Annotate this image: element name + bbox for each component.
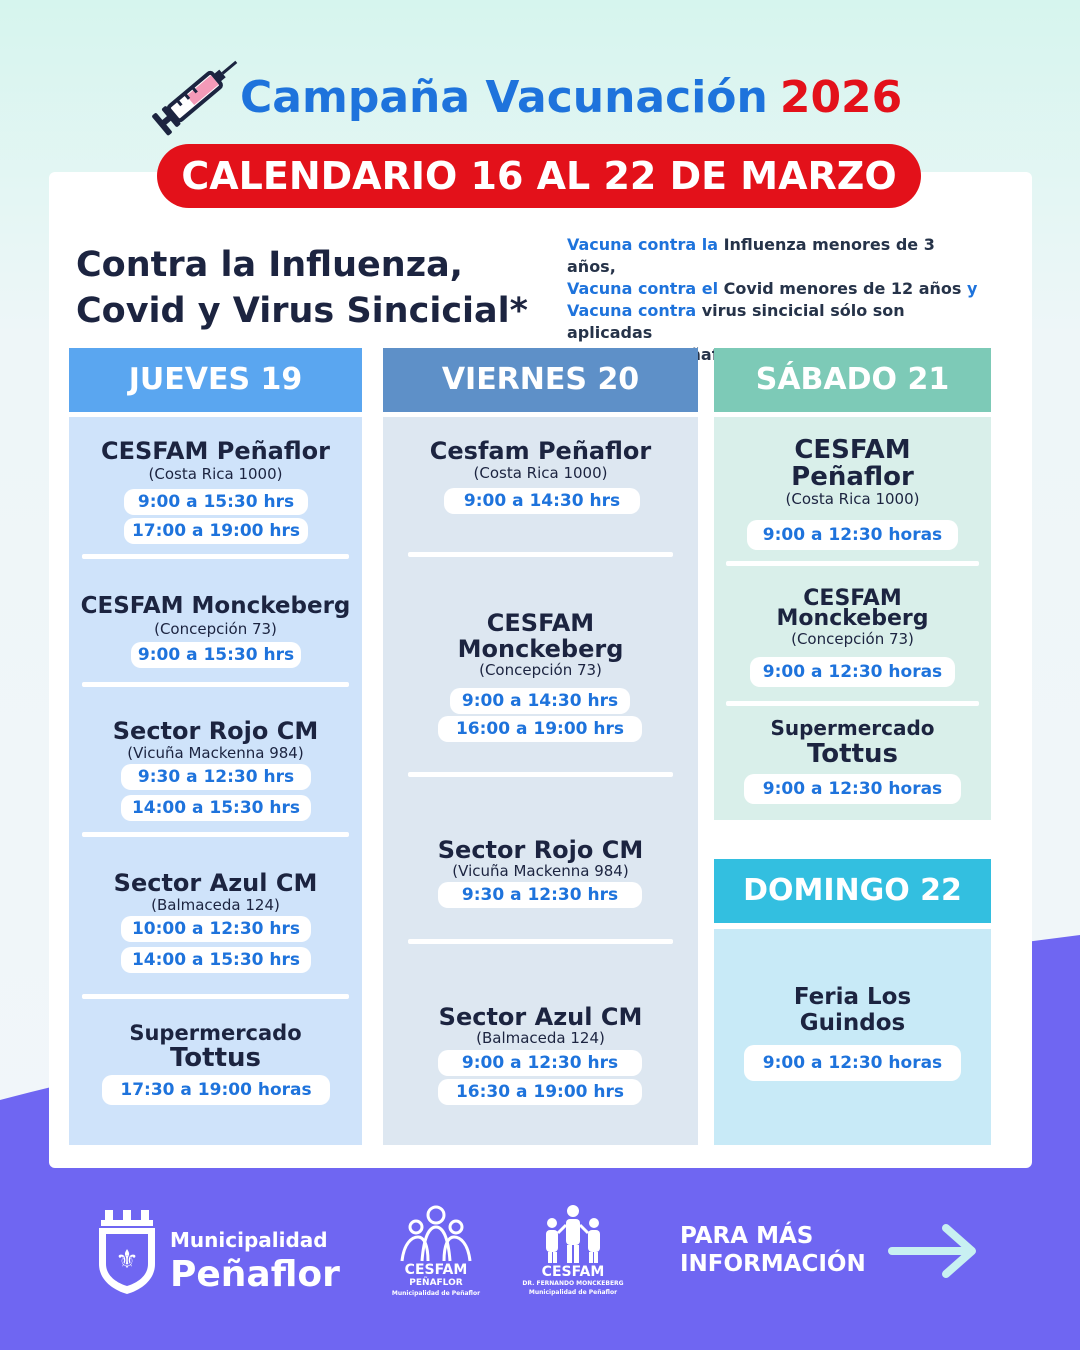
venue-address: (Balmaceda 124) bbox=[151, 896, 280, 914]
venue-name: Supermercado bbox=[129, 1021, 302, 1045]
venue-name: Tottus bbox=[807, 739, 898, 769]
venue-name: Monckeberg bbox=[776, 606, 929, 631]
time-slot: 17:00 a 19:00 hrs bbox=[124, 518, 308, 544]
day-header-domingo: DOMINGO 22 bbox=[714, 859, 991, 923]
venue-name: CESFAM bbox=[794, 435, 911, 465]
venue-name: Sector Rojo CM bbox=[112, 717, 319, 745]
day-header-viernes: VIERNES 20 bbox=[383, 348, 698, 412]
time-slot: 14:00 a 15:30 hrs bbox=[121, 947, 311, 973]
cesfam-monckeberg-logo bbox=[540, 1203, 606, 1265]
venue-name: Sector Rojo CM bbox=[437, 836, 644, 864]
vaccine-note: Vacuna contra la Influenza menores de 3 años, Vacuna contra el Covid menores de 12 años y Vacuna contra virus sincicial sólo son aplicadas Peñaflor bbox=[567, 235, 978, 364]
time-slot: 9:00 a 12:30 horas bbox=[744, 774, 961, 804]
municipal-crest-logo bbox=[97, 1210, 157, 1294]
time-slot: 9:00 a 12:30 hrs bbox=[438, 1050, 642, 1076]
day-body-domingo bbox=[714, 929, 991, 1145]
divider bbox=[82, 832, 349, 837]
venue-name: CESFAM Peñaflor bbox=[100, 437, 330, 465]
calendar-banner: CALENDARIO 16 AL 22 DE MARZO bbox=[157, 144, 921, 208]
venue-name: Sector Azul CM bbox=[438, 1003, 643, 1031]
arrow-right-icon[interactable] bbox=[886, 1220, 982, 1282]
divider bbox=[82, 994, 349, 999]
divider bbox=[82, 682, 349, 687]
venue-name: Monckeberg bbox=[457, 635, 624, 663]
divider bbox=[408, 939, 673, 944]
divider bbox=[408, 552, 673, 557]
time-slot: 10:00 a 12:30 hrs bbox=[121, 916, 311, 942]
subtitle-line1: Contra la Influenza, bbox=[76, 245, 463, 285]
time-slot: 17:30 a 19:00 horas bbox=[102, 1075, 330, 1105]
time-slot: 9:00 a 15:30 hrs bbox=[131, 642, 301, 668]
time-slot: 16:30 a 19:00 hrs bbox=[438, 1079, 642, 1105]
divider bbox=[82, 554, 349, 559]
time-slot: 9:00 a 15:30 hrs bbox=[124, 489, 308, 515]
day-header-jueves: JUEVES 19 bbox=[69, 348, 362, 412]
time-slot: 9:00 a 12:30 horas bbox=[744, 1045, 961, 1081]
venue-name: CESFAM bbox=[803, 586, 902, 611]
time-slot: 9:30 a 12:30 hrs bbox=[121, 764, 311, 790]
divider bbox=[408, 772, 673, 777]
venue-name: Cesfam Peñaflor bbox=[429, 437, 652, 465]
day-header-sabado: SÁBADO 21 bbox=[714, 348, 991, 412]
time-slot: 9:00 a 14:30 hrs bbox=[444, 488, 640, 514]
syringe-icon bbox=[148, 48, 248, 140]
year: 2026 bbox=[779, 72, 903, 123]
venue-address: (Concepción 73) bbox=[154, 620, 277, 638]
subtitle bbox=[76, 242, 528, 334]
time-slot: 9:00 a 12:30 horas bbox=[750, 657, 955, 687]
time-slot: 14:00 a 15:30 hrs bbox=[121, 795, 311, 821]
venue-address: (Costa Rica 1000) bbox=[785, 490, 920, 508]
venue-address: (Costa Rica 1000) bbox=[473, 464, 608, 482]
venue-name: Supermercado bbox=[770, 716, 935, 740]
time-slot: 9:30 a 12:30 hrs bbox=[438, 882, 642, 908]
venue-address: (Vicuña Mackenna 984) bbox=[127, 744, 304, 762]
venue-name: CESFAM Monckeberg bbox=[80, 593, 351, 619]
cesfam-monckeberg-label: CESFAM DR. FERNANDO MONCKEBERG Municipalidad de Peñaflor bbox=[522, 1264, 624, 1296]
divider bbox=[726, 561, 979, 566]
venue-address: (Balmaceda 124) bbox=[476, 1029, 605, 1047]
time-slot: 16:00 a 19:00 hrs bbox=[438, 716, 642, 742]
venue-address: (Vicuña Mackenna 984) bbox=[452, 862, 629, 880]
venue-address: (Costa Rica 1000) bbox=[148, 465, 283, 483]
svg-text:⚜: ⚜ bbox=[115, 1245, 139, 1275]
venue-address: (Concepción 73) bbox=[479, 661, 602, 679]
venue-name: CESFAM bbox=[486, 609, 595, 637]
cesfam-penaflor-label: CESFAM PEÑAFLOR Municipalidad de Peñaflor bbox=[391, 1262, 481, 1297]
venue-name: Sector Azul CM bbox=[113, 869, 318, 897]
page-title: Campaña Vacunación 2026 bbox=[240, 72, 903, 123]
time-slot: 9:00 a 12:30 horas bbox=[747, 520, 958, 550]
divider bbox=[726, 701, 979, 706]
venue-name: Feria Los bbox=[793, 984, 912, 1010]
time-slot: 9:00 a 14:30 hrs bbox=[450, 688, 630, 714]
subtitle-line2: Covid y Virus Sincicial* bbox=[76, 291, 528, 331]
more-info-label: PARA MÁS INFORMACIÓN bbox=[680, 1223, 866, 1277]
venue-address: (Concepción 73) bbox=[791, 630, 914, 648]
venue-name: Guindos bbox=[799, 1010, 906, 1036]
municipality-name: Municipalidad Peñaflor bbox=[170, 1228, 340, 1295]
venue-name: Tottus bbox=[170, 1043, 261, 1073]
venue-name: Peñaflor bbox=[791, 462, 914, 492]
cesfam-penaflor-logo bbox=[398, 1205, 474, 1263]
